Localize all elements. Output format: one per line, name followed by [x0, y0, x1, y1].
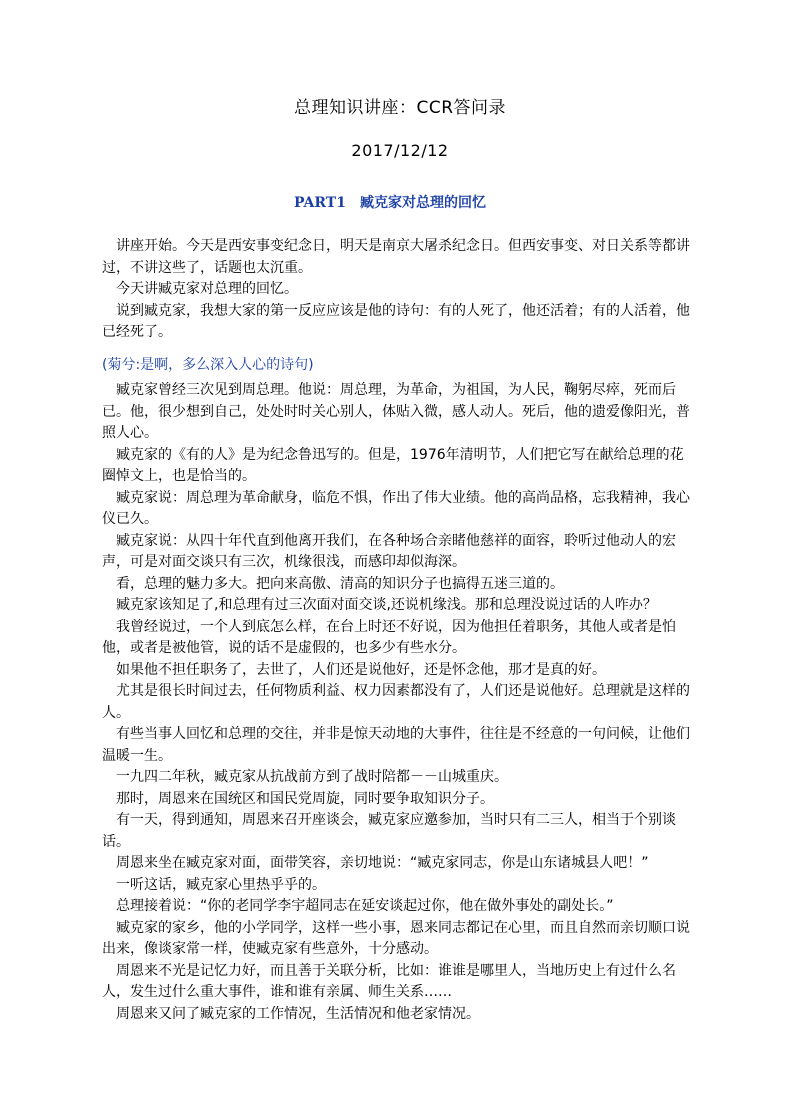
intro-paragraph: 今天讲臧克家对总理的回忆。 [116, 281, 298, 297]
document-title: 总理知识讲座：CCR答问录 [293, 98, 507, 118]
body-paragraph: 看，总理的魅力多大。把向来高傲、清高的知识分子也搞得五迷三道的。 [116, 575, 564, 592]
body-paragraph: 那时，周恩来在国统区和国民党周旋，同时要争取知识分子。 [116, 790, 494, 807]
body-paragraph: 有些当事人回忆和总理的交往，并非是惊天动地的大事件，往往是不经意的一句问候，让他们温暖一生。 [102, 726, 690, 764]
body-paragraph: 有一天，得到通知，周恩来召开座谈会，臧克家应邀参加，当时只有二三人，相当于个别谈话。 [102, 812, 676, 850]
body-paragraph: 周恩来又问了臧克家的工作情况，生活情况和他老家情况。 [116, 1005, 480, 1022]
reader-note: (菊兮:是啊，多么深入人心的诗句) [102, 357, 314, 373]
intro-block [102, 236, 692, 344]
body-paragraph: 总理接着说：“你的老同学李宇超同志在延安谈起过你，他在做外事处的副处长。” [116, 898, 614, 914]
body-paragraph: 周恩来不光是记忆力好，而且善于关联分析，比如：谁谁是哪里人，当地历史上有过什么名人，发生过什么重大事件，谁和谁有亲属、师生关系…… [102, 962, 676, 1000]
body-block [102, 380, 692, 1025]
document-date: 2017/12/12 [351, 141, 449, 160]
section-heading: PART1 臧克家对总理的回忆 [294, 195, 486, 211]
body-paragraph: 周恩来坐在臧克家对面，面带笑容，亲切地说：“臧克家同志，你是山东诸城县人吧！” [116, 855, 649, 871]
body-paragraph: 臧克家的《有的人》是为纪念鲁迅写的。但是，1976年清明节，人们把它写在献给总理的花圈悼文上，也是恰当的。 [102, 446, 684, 484]
intro-paragraph: 讲座开始。今天是西安事变纪念日，明天是南京大屠杀纪念日。但西安事变、对日关系等都讲过，不讲这些了，话题也太沉重。 [102, 238, 690, 276]
body-paragraph: 臧克家说：周总理为革命献身，临危不惧，作出了伟大业绩。他的高尚品格，忘我精神，我心仪已久。 [102, 489, 690, 527]
body-paragraph: 一听这话，臧克家心里热乎乎的。 [116, 876, 326, 893]
body-paragraph: 我曾经说过，一个人到底怎么样，在台上时还不好说，因为他担任着职务，其他人或者是怕他，或者是被他管，说的话不是虚假的，也多少有些水分。 [102, 618, 676, 656]
intro-paragraph: 说到臧克家，我想大家的第一反应应该是他的诗句：有的人死了，他还活着；有的人活着，他已经死了。 [102, 302, 690, 340]
body-paragraph: 如果他不担任职务了，去世了，人们还是说他好，还是怀念他，那才是真的好。 [116, 661, 606, 678]
body-paragraph: 一九四二年秋，臧克家从抗战前方到了战时陪都－－山城重庆。 [116, 769, 508, 785]
body-paragraph: 臧克家曾经三次见到周总理。他说：周总理，为革命，为祖国，为人民，鞠躬尽瘁，死而后已。他，很少想到自己，处处时时关心别人，体贴入微，感人动人。死后，他的遗爱像阳光，普照人心。 [102, 382, 690, 441]
body-paragraph: 臧克家该知足了,和总理有过三次面对面交谈,还说机缘浅。那和总理没说过话的人咋办？ [116, 597, 657, 613]
body-paragraph: 尤其是很长时间过去，任何物质利益、权力因素都没有了，人们还是说他好。总理就是这样的人。 [102, 683, 690, 721]
body-paragraph: 臧克家说：从四十年代直到他离开我们，在各种场合亲睹他慈祥的面容，聆听过他动人的宏声，可是对面交谈只有三次，机缘很浅，而感印却似海深。 [102, 532, 676, 570]
body-paragraph: 臧克家的家乡，他的小学同学，这样一些小事，恩来同志都记在心里，而且自然而亲切顺口说出来，像谈家常一样，使臧克家有些意外，十分感动。 [102, 919, 690, 957]
